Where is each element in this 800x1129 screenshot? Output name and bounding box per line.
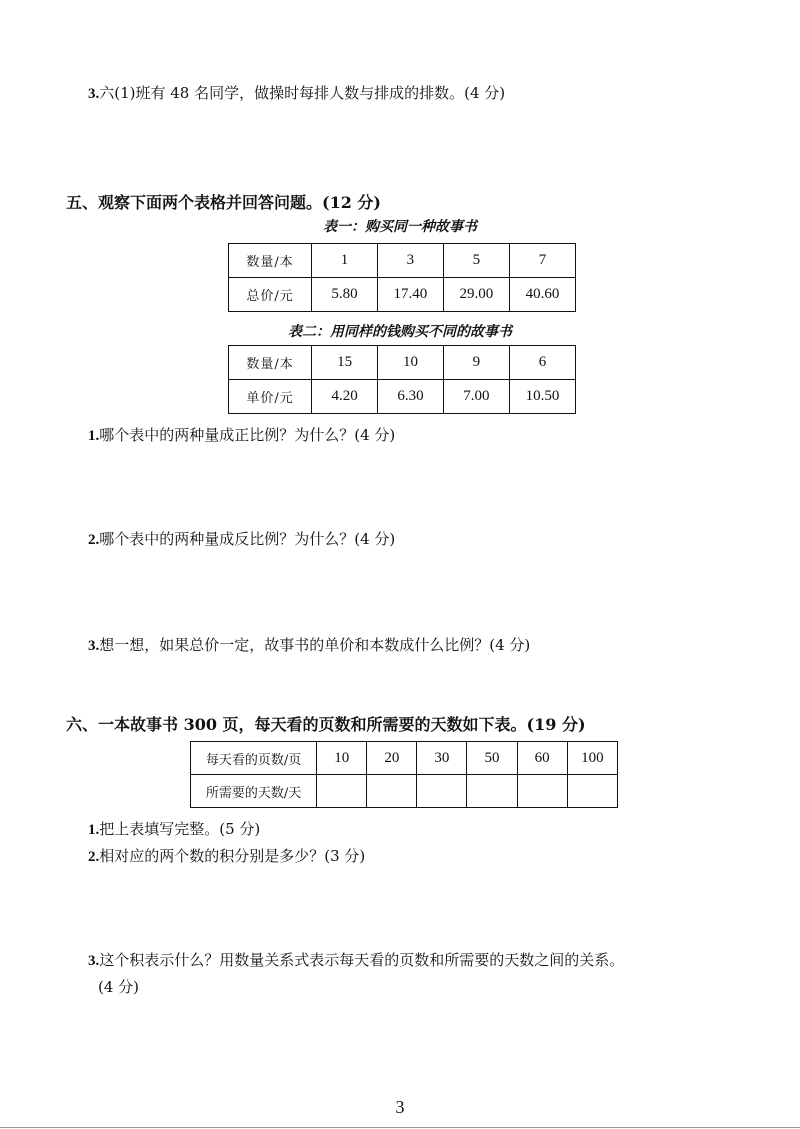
table-cell: 10 [378,346,444,380]
row-header: 每天看的页数/页 [191,742,317,775]
table-cell: 15 [312,346,378,380]
table-row [229,244,576,278]
table-cell: 7 [509,244,575,278]
question-text: 六(1)班有 48 名同学，做操时每排人数与排成的排数。(4 分) [99,84,506,102]
answer-cell[interactable] [317,775,367,808]
table-cell: 4.20 [312,380,378,414]
answer-cell[interactable] [367,775,417,808]
question-text: 相对应的两个数的积分别是多少？(3 分) [99,847,366,865]
question-number: 1. [88,822,100,838]
table-cell: 7.00 [443,380,509,414]
row-header: 总价/元 [229,278,312,312]
question-text: 把上表填写完整。(5 分) [99,820,261,838]
question-number: 3. [88,953,100,969]
table-cell: 17.40 [377,278,443,312]
question-5-1 [88,424,395,445]
question-6-1 [88,818,260,839]
question-number: 2. [88,849,100,865]
answer-cell[interactable] [417,775,467,808]
question-6-3-score: (4 分) [98,978,140,996]
table-1 [228,243,576,312]
table-2 [228,345,576,414]
table-3 [190,741,618,808]
table-cell: 1 [312,244,378,278]
question-5-2 [88,528,395,549]
table-cell: 40.60 [509,278,575,312]
section-5-title: 五、观察下面两个表格并回答问题。(12 分) [66,193,381,212]
question-number: 1. [88,428,100,444]
table-cell: 100 [567,742,617,775]
table-row [229,346,576,380]
table-cell: 5 [443,244,509,278]
section-6-title: 六、一本故事书 300 页，每天看的页数和所需要的天数如下表。(19 分) [66,715,586,734]
question-number: 2. [88,532,100,548]
table-cell: 10 [317,742,367,775]
row-header: 所需要的天数/天 [191,775,317,808]
question-number: 3. [88,86,100,102]
question-4-3 [88,82,505,103]
question-number: 3. [88,638,100,654]
table-row [229,380,576,414]
page-number: 3 [395,1097,405,1117]
table-cell: 6 [509,346,575,380]
question-text: 哪个表中的两种量成反比例？为什么？(4 分) [99,530,396,548]
answer-cell[interactable] [517,775,567,808]
table-cell: 6.30 [378,380,444,414]
answer-cell[interactable] [467,775,517,808]
question-6-2 [88,845,365,866]
table-cell: 20 [367,742,417,775]
table-cell: 9 [443,346,509,380]
table-cell: 30 [417,742,467,775]
question-5-3 [88,634,530,655]
question-text: 这个积表示什么？用数量关系式表示每天看的页数和所需要的天数之间的关系。 [99,951,625,969]
row-header: 单价/元 [229,380,312,414]
table-row [191,742,618,775]
table-cell: 60 [517,742,567,775]
row-header: 数量/本 [229,244,312,278]
table-cell: 50 [467,742,517,775]
question-text: 想一想，如果总价一定，故事书的单价和本数成什么比例？(4 分) [99,636,531,654]
table-cell: 29.00 [443,278,509,312]
table-1-caption: 表一：购买同一种故事书 [323,219,477,235]
table-row [191,775,618,808]
table-cell: 10.50 [509,380,575,414]
answer-cell[interactable] [567,775,617,808]
table-2-caption: 表二：用同样的钱购买不同的故事书 [288,324,512,340]
table-cell: 5.80 [312,278,378,312]
row-header: 数量/本 [229,346,312,380]
question-text: 哪个表中的两种量成正比例？为什么？(4 分) [99,426,396,444]
table-cell: 3 [377,244,443,278]
question-6-3 [88,949,624,970]
bottom-divider [0,1127,800,1128]
table-row [229,278,576,312]
